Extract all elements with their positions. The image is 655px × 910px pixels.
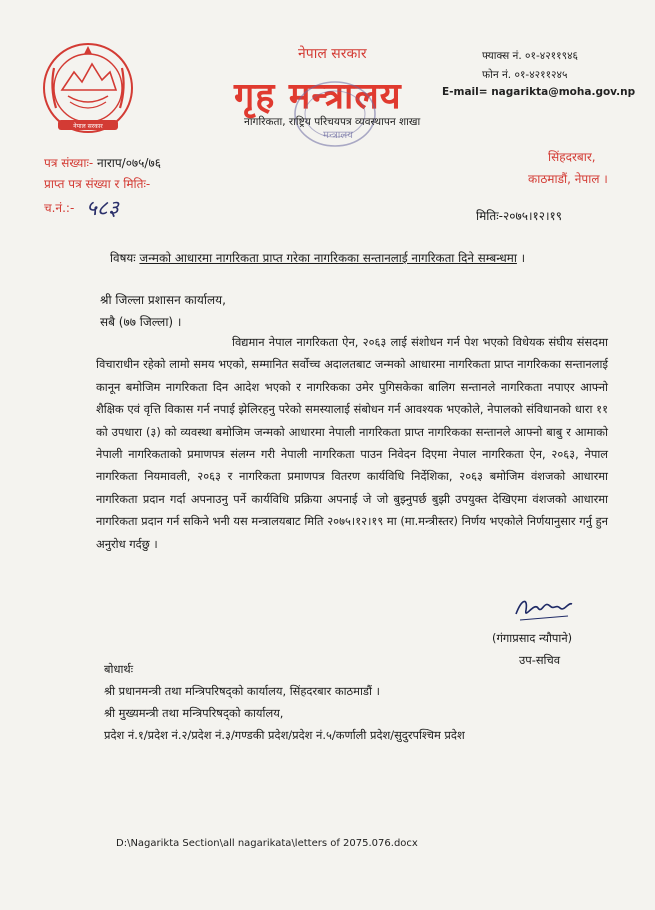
file-path-footer: D:\Nagarikta Section\all nagarikata\letters of 2075.076.docx — [116, 838, 418, 849]
letter-date: मितिः-२०७५।१२।१९ — [476, 209, 563, 223]
government-title: नेपाल सरकार — [298, 46, 367, 62]
cc-line-3: प्रदेश नं.१/प्रदेश नं.२/प्रदेश नं.३/गण्डकी प्रदेश/प्रदेश नं.५/कर्णाली प्रदेश/सुदुरपश्चिम प्रदेश — [104, 728, 465, 742]
ministry-title: गृह मन्त्रालय — [234, 76, 402, 117]
phone-number: फोन नं. ०१-४२११२४५ — [482, 69, 568, 81]
fax-number: फ्याक्स नं. ०१-४२११९४६ — [482, 50, 578, 62]
stamp-text: मन्त्रालय — [323, 130, 353, 141]
office-stamp-icon — [292, 78, 378, 150]
place-line-1: सिंहदरबार, — [548, 150, 596, 164]
email-address: E-mail= nagarikta@moha.gov.np — [442, 86, 636, 98]
dispatch-number-handwritten: ५८३ — [86, 196, 119, 220]
subject-end: । — [520, 251, 526, 265]
branch-name: नागरिकता, राष्ट्रिय परिचयपत्र व्यवस्थापन शाखा — [244, 116, 421, 128]
letter-number-value: नाराप/०७५/७६ — [97, 156, 161, 170]
cc-line-2: श्री मुख्यमन्त्री तथा मन्त्रिपरिषद्को कार्यालय, — [104, 706, 284, 720]
cc-line-1: श्री प्रधानमन्त्री तथा मन्त्रिपरिषद्को कार्यालय, सिंहदरबार काठमाडौं । — [104, 684, 380, 698]
place-line-2: काठमाडौं, नेपाल । — [528, 172, 608, 186]
recipient-line-1: श्री जिल्ला प्रशासन कार्यालय, — [100, 293, 226, 307]
handwritten-signature-icon — [512, 592, 574, 626]
letter-number — [44, 154, 161, 171]
subject-text: जन्मको आधारमा नागरिकता प्राप्त गरेका नागरिकका सन्तानलाई नागरिकता दिने सम्बन्धमा — [139, 251, 517, 265]
signatory-name: (गंगाप्रसाद न्यौपाने) — [492, 631, 573, 645]
subject-line — [110, 250, 525, 266]
subject-label: विषयः — [110, 251, 136, 265]
dispatch-number-label: च.नं.:- — [44, 201, 75, 215]
cc-label: बोधार्थः — [104, 662, 133, 676]
emblem-ribbon-text: नेपाल सरकार — [73, 123, 103, 130]
signatory-title: उप-सचिव — [519, 653, 561, 667]
received-letter-label: प्राप्त पत्र संख्या र मितिः- — [44, 177, 151, 191]
recipient-line-2: सबै (७७ जिल्ला) । — [100, 315, 182, 329]
letter-body: विद्यमान नेपाल नागरिकता ऐन, २०६३ लाई संशोधन गर्न पेश भएको विधेयक संघीय संसदमा विचाराधीन रहेको लामो समय भएको, सम्मानित सर्वोच्च अदालतबाट जन्मको आधारमा नागरिकता प्राप्त नागरिकका सन्तानलाई कानून बमोजिम नागरिकता दिन आदेश भएको र नागरिकका उमेर पुगिसकेका बालिग सन्तानले नागरिकता नपाएर आफ्नो शैक्षिक एवं वृत्ति विकास गर्न नपाई झेलिरहनु परेको समस्यालाई संबोधन गर्न आवश्यक भएकोले, नेपालको संविधानको धारा ११ को उपधारा (३) को व्यवस्था बमोजिम जन्मको आधारमा नेपाली नागरिकता प्राप्त नागरिकका सन्तानले आफ्नो बाबु र आमाको नेपाली नागरिकताको प्रमाणपत्र संलग्न गरी नेपाली नागरिकता पाउन निवेदन दिएमा नेपाल नागरिकता ऐन, २०६३, नेपाल नागरिकता नियमावली, २०६३ र नागरिकता प्रमाणपत्र वितरण कार्यविधि निर्देशिका, २०६३ बमोजिम वंशजको आधारमा नागरिकता प्रदान गर्दा अपनाउनु पर्ने कार्यविधि प्रक्रिया अपनाई जे जो बुझ्नुपर्छ बुझी उपयुक्त देखिएमा वंशजको आधारमा नागरिकता प्रदान गर्न सकिने भनी यस मन्त्रालयबाट मिति २०७५।१२।१९ मा (मा.मन्त्रीस्तर) निर्णय भएकोले निर्णयानुसार गर्नु हुन अनुरोध गर्दछु । — [96, 335, 608, 551]
letter-number-label: पत्र संख्याः- — [44, 156, 94, 170]
nepal-emblem-icon — [40, 38, 136, 138]
